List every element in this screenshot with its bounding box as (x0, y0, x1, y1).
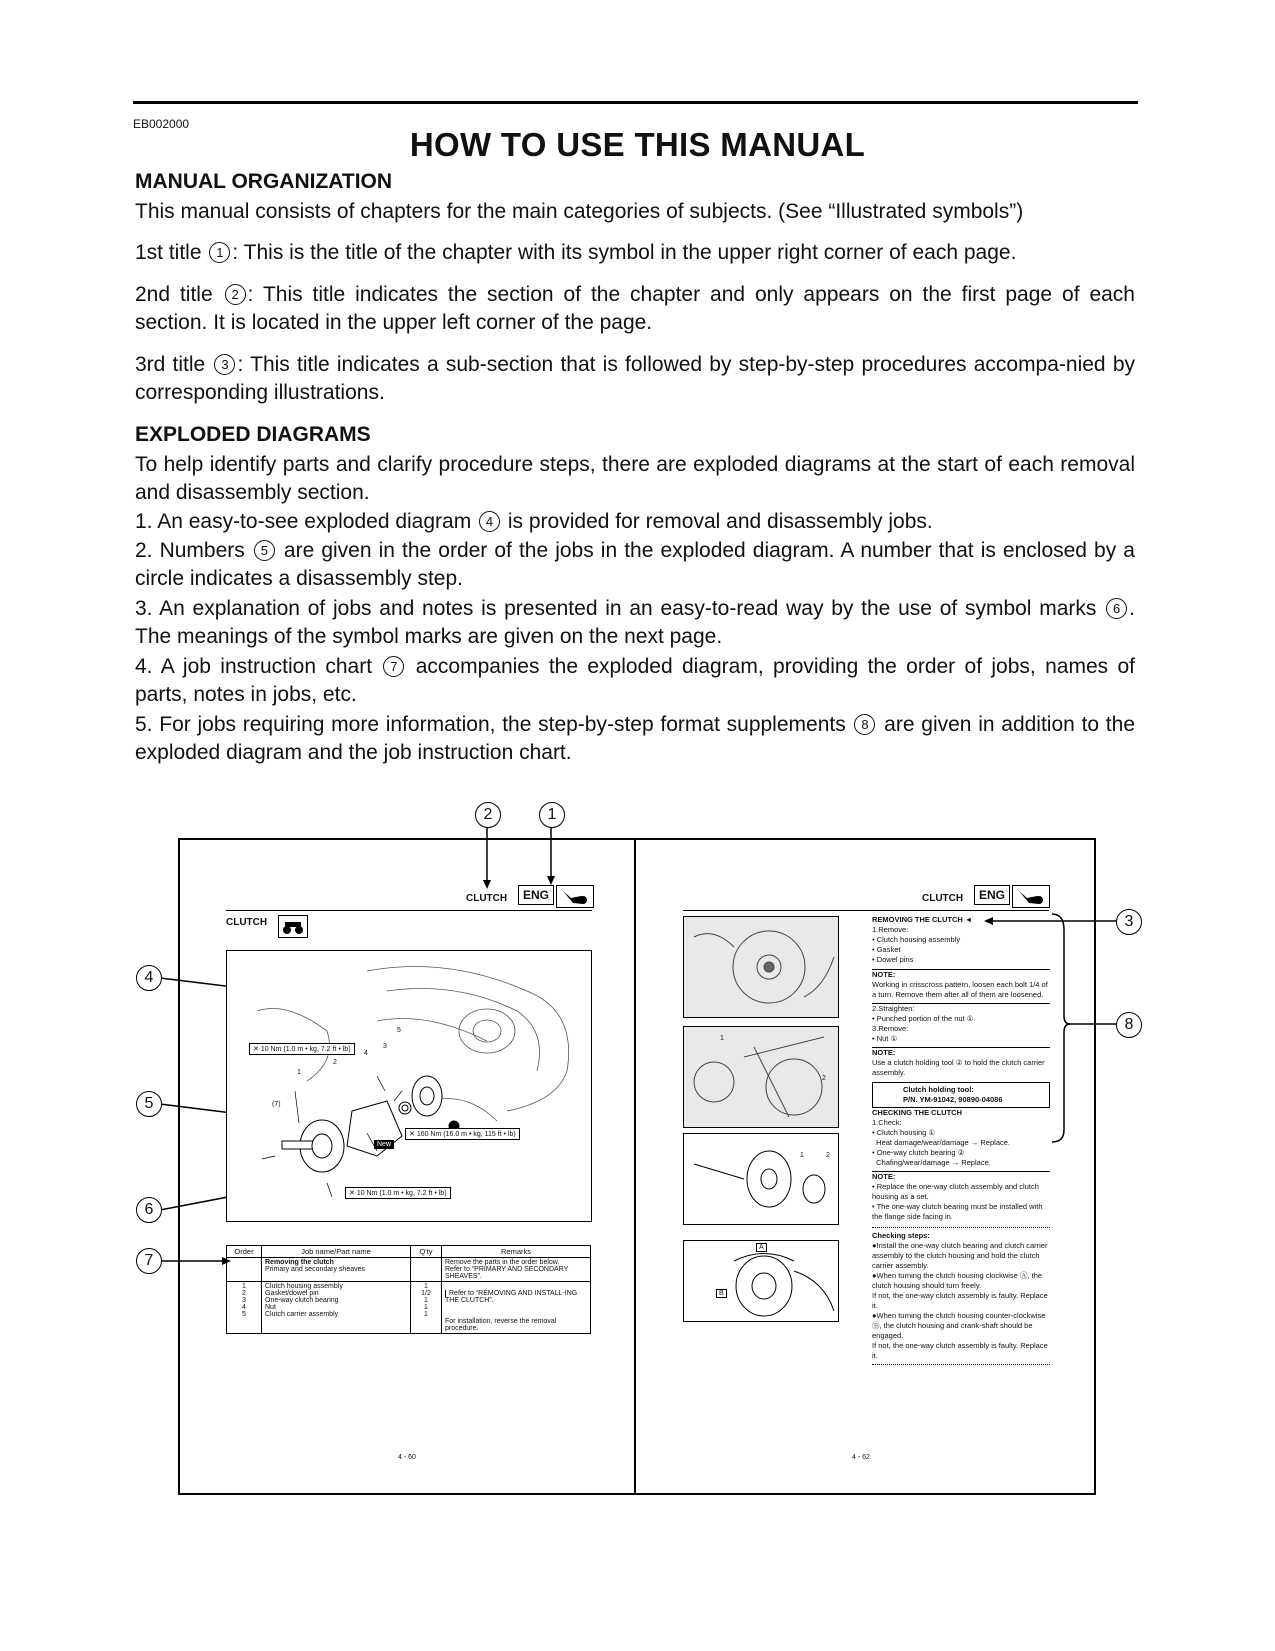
right-procedure-text: REMOVING THE CLUTCH ◄ 1.Remove: • Clutch housing assembly • Gasket • Dowel pins NOTE: Working in crisscross pattern, loosen each bolt 1/4 of a turn. Remove them after all of them are loosened. 2.Straighten: • Punched portion of the nut ①. 3.Remove: • Nut ① NOTE: Use a clutch holding tool ② to hold the clutch carrier assembly. Clutch holding tool: P/N. YM-91042, 90890-04086 CHECKING THE CLUTCH 1.Check: • Clutch housing ① Heat damage/wear/damage → Replace. • One-way clutch bearing ② Chafing/wear/damage → Replace. NOTE: • Replace the one-way clutch assembly and clutch housing as a set. • The one-way clutch bearing must be installed with the flange side facing in. Checking steps: ●Install the one-way clutch bearing and clutch carrier assembly to the clutch housing and hold the clutch carrier assembly. ●When turning the clutch housing clockwise Ⓐ, the clutch housing should turn freely. If not, the one-way clutch assembly is faulty. Replace it. ●When turning the clutch housing counter-clockwise Ⓑ, the clutch housing and crank-shaft should be engaged. If not, the one-way clutch assembly is faulty. Replace it. (872, 915, 1050, 1365)
paragraph-intro: This manual consists of chapters for the main categories of subjects. (See “Illustrated symbols”) (135, 200, 1024, 223)
list-item-2: 2. Numbers 5 are given in the order of the jobs in the exploded diagram. A number that is enclosed by a circle indicates a disassembly step. (135, 539, 1135, 590)
callout-4: 4 (136, 965, 162, 991)
heading-exploded-diagrams: EXPLODED DIAGRAMS (135, 423, 371, 446)
engine-icon (556, 885, 594, 908)
left-eng-tag: ENG (518, 885, 554, 905)
left-section-title: CLUTCH (226, 917, 268, 928)
atv-icon (278, 915, 308, 938)
photo-clutch-housing (683, 916, 839, 1018)
paragraph-1st-title: 1st title 1 : This is the title of the chapter with its symbol in the upper right corner of each page. (135, 241, 1017, 264)
paragraph-2nd-title: 2nd title 2 : This title indicates the section of the chapter and only appears on the first page of each section. It is located in the upper left corner of the page. (135, 283, 1135, 334)
torque-label-1: ✕ 10 Nm (1.0 m • kg, 7.2 ft • lb) (249, 1043, 355, 1055)
list-item-4: 4. A job instruction chart 7 accompanies the exploded diagram, providing the order of jobs, names of parts, notes in jobs, etc. (135, 655, 1135, 706)
engine-icon-right (1012, 885, 1050, 908)
part-number-4: 4 (364, 1050, 368, 1057)
callout-1: 1 (539, 802, 565, 828)
list-item-5: 5. For jobs requiring more information, the step-by-step format supplements 8 are given in addition to the exploded diagram and the job instruction chart. (135, 713, 1136, 764)
torque-label-3: ✕ 10 Nm (1.0 m • kg, 7.2 ft • lb) (345, 1187, 451, 1199)
callout-6: 6 (136, 1197, 162, 1223)
part-number-2: 2 (333, 1059, 337, 1066)
document-code: EB002000 (133, 117, 190, 131)
paragraph-3rd-title: 3rd title 3 : This title indicates a sub-section that is followed by step-by-step procedures accompa-nied by corresponding illustrations. (135, 353, 1135, 404)
torque-label-2: ✕ 160 Nm (16.0 m • kg, 115 ft • lb) (405, 1128, 520, 1140)
callout-3: 3 (1116, 909, 1142, 935)
special-tool-box: Clutch holding tool: P/N. YM-91042, 90890-04086 (872, 1082, 1050, 1108)
photo-clutch-parts: 1 2 (683, 1133, 839, 1225)
part-number-3: 3 (383, 1043, 387, 1050)
list-item-3: 3. An explanation of jobs and notes is presented in an easy-to-read way by the use of symbol marks 6 . The meanings of the symbol marks are given on the next page. (135, 597, 1135, 648)
part-number-5: 5 (397, 1027, 401, 1034)
exploded-diagram (226, 950, 592, 1222)
heading-manual-organization: MANUAL ORGANIZATION (135, 170, 393, 193)
new-part-badge: New (374, 1140, 394, 1149)
callout-8: 8 (1116, 1012, 1142, 1038)
callout-2: 2 (475, 802, 501, 828)
part-number-7: (7) (272, 1101, 281, 1108)
left-page-number: 4 - 60 (398, 1454, 416, 1461)
callout-5: 5 (136, 1091, 162, 1117)
callout-7: 7 (136, 1248, 162, 1274)
list-item-1: 1. An easy-to-see exploded diagram 4 is provided for removal and disassembly jobs. (135, 510, 933, 533)
part-number-1: 1 (297, 1069, 301, 1076)
right-page-number: 4 - 62 (852, 1454, 870, 1461)
photo-clutch-nut: 1 2 (683, 1026, 839, 1128)
right-head-rule (683, 910, 1049, 911)
left-head-rule (226, 910, 592, 911)
right-chapter-title: CLUTCH (922, 893, 964, 904)
left-chapter-title: CLUTCH (466, 893, 508, 904)
photo-clutch-check: A B (683, 1240, 839, 1322)
job-instruction-chart: Order Job name/Part name Q'ty Remarks Removing the clutch Primary and secondary sheaves Remove the parts in the order below. Refer to “PRIMARY AND SECONDARY SHEAVES”. 1 2 3 4 5 Clutch housing assembly Gasket/dowel pin One-way clutch bearing Nut Clutch carrier assembly 1 1/2 1 1 1 Refer to “REMOVING AND INSTALL-ING THE CLUTCH”. For installation, reverse the removal procedure. (226, 1245, 591, 1334)
paragraph-exploded-intro: To help identify parts and clarify procedure steps, there are exploded diagrams at the start of each removal and disassembly section. (135, 453, 1135, 504)
right-eng-tag: ENG (974, 885, 1010, 905)
page-title: HOW TO USE THIS MANUAL (409, 126, 866, 163)
